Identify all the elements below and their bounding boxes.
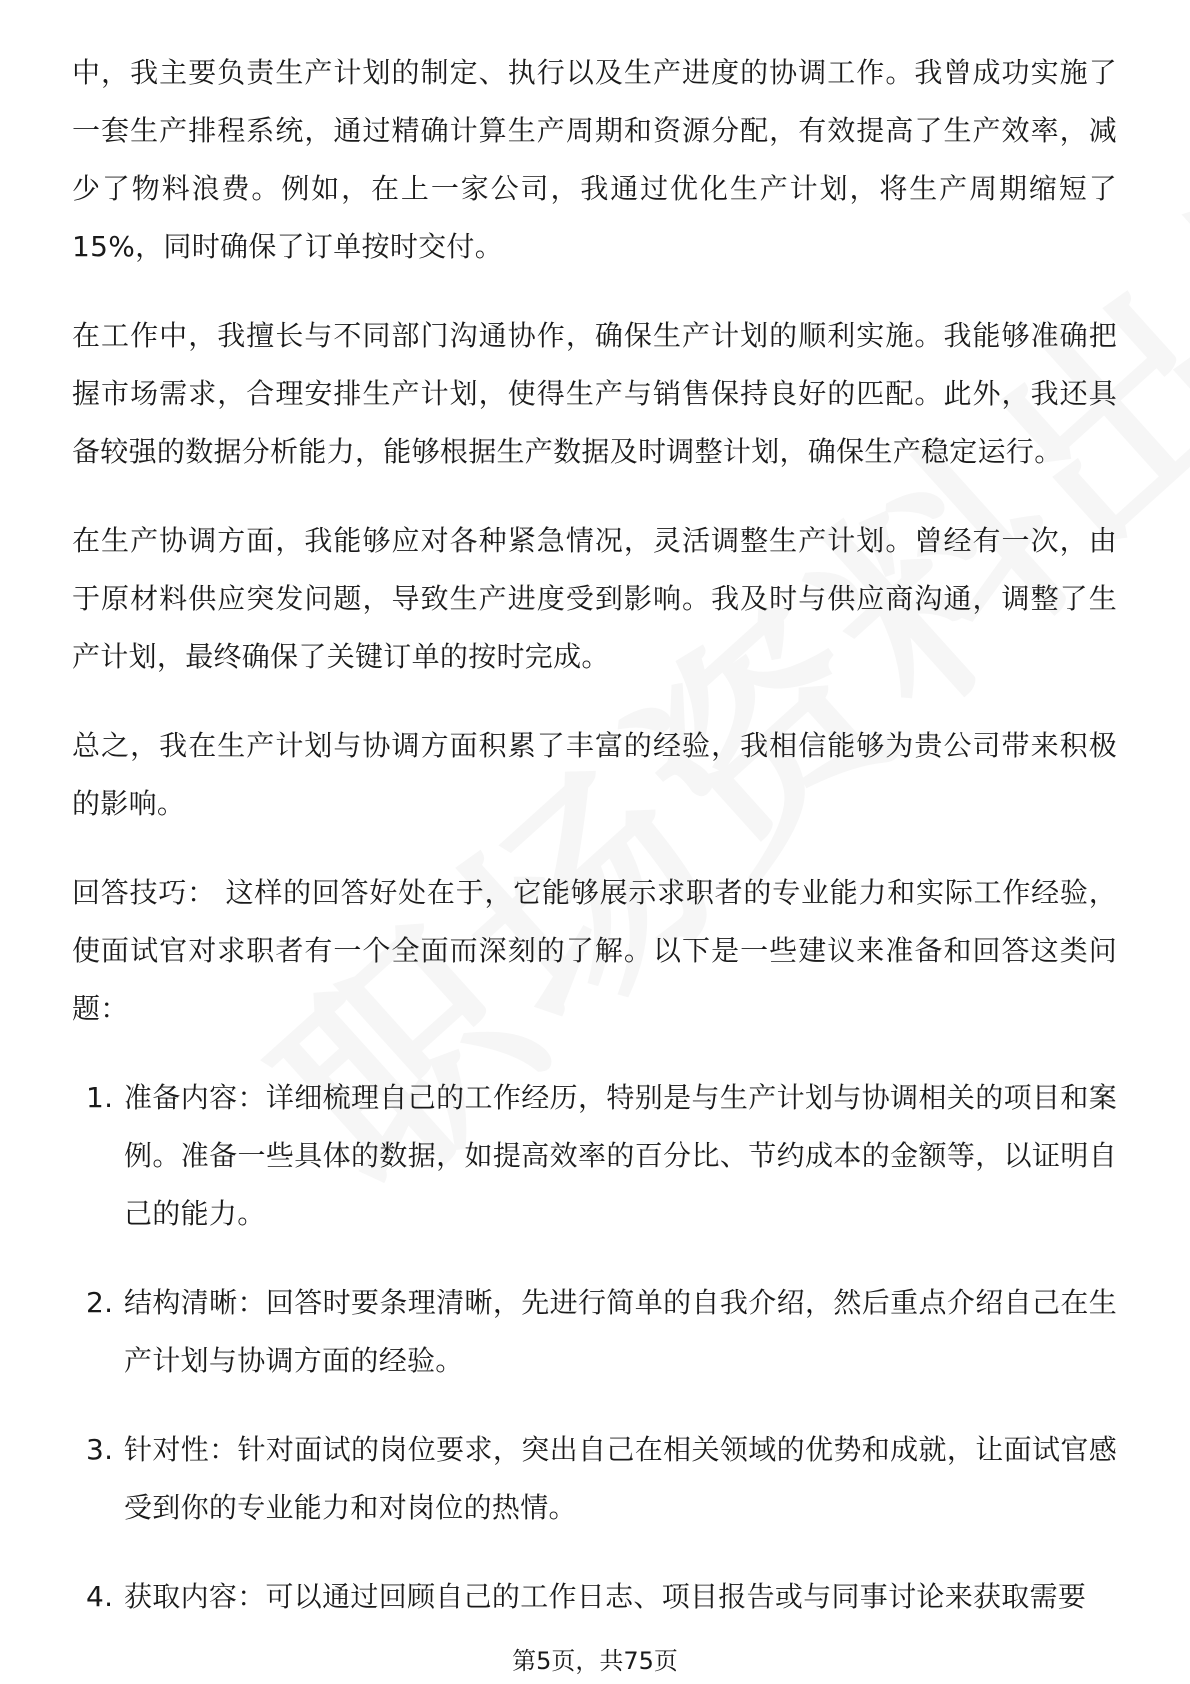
page-number-footer: 第5页，共75页: [512, 1647, 678, 1675]
paragraph-summary: 总之，我在生产计划与协调方面积累了丰富的经验，我相信能够为贵公司带来积极的影响。: [72, 729, 1117, 820]
paragraph-answer-tips: 回答技巧： 这样的回答好处在于，它能够展示求职者的专业能力和实际工作经验，使面试官对求职者有一个全面而深刻的了解。以下是一些建议来准备和回答这类问题：: [72, 876, 1117, 1025]
document-body: [72, 44, 1117, 1657]
list-item-text: 获取内容：可以通过回顾自己的工作日志、项目报告或与同事讨论来获取需要: [124, 1580, 1087, 1613]
list-item: [72, 1274, 1117, 1390]
list-item-number: 1.: [86, 1081, 114, 1114]
list-item-text: 针对性：针对面试的岗位要求，突出自己在相关领域的优势和成就，让面试官感受到你的专业能力和对岗位的热情。: [124, 1433, 1117, 1524]
list-item: [72, 1421, 1117, 1537]
list-item-number: 3.: [86, 1433, 114, 1466]
list-item: [72, 1069, 1117, 1243]
list-item-text: 准备内容：详细梳理自己的工作经历，特别是与生产计划与协调相关的项目和案例。准备一些具体的数据，如提高效率的百分比、节约成本的金额等，以证明自己的能力。: [124, 1081, 1117, 1230]
tips-list: [72, 1069, 1117, 1626]
paragraph-communication: 在工作中，我擅长与不同部门沟通协作，确保生产计划的顺利实施。我能够准确把握市场需求，合理安排生产计划，使得生产与销售保持良好的匹配。此外，我还具备较强的数据分析能力，能够根据生产数据及时调整计划，确保生产稳定运行。: [72, 319, 1117, 468]
paragraph-coordination: 在生产协调方面，我能够应对各种紧急情况，灵活调整生产计划。曾经有一次，由于原材料供应突发问题，导致生产进度受到影响。我及时与供应商沟通，调整了生产计划，最终确保了关键订单的按时完成。: [72, 524, 1117, 673]
list-item-number: 2.: [86, 1286, 114, 1319]
paragraph-experience: 中，我主要负责生产计划的制定、执行以及生产进度的协调工作。我曾成功实施了一套生产排程系统，通过精确计算生产周期和资源分配，有效提高了生产效率，减少了物料浪费。例如，在上一家公司，我通过优化生产计划，将生产周期缩短了15%，同时确保了订单按时交付。: [72, 56, 1117, 263]
list-item-text: 结构清晰：回答时要条理清晰，先进行简单的自我介绍，然后重点介绍自己在生产计划与协调方面的经验。: [124, 1286, 1117, 1377]
list-item: [72, 1568, 1117, 1626]
list-item-number: 4.: [86, 1580, 114, 1613]
